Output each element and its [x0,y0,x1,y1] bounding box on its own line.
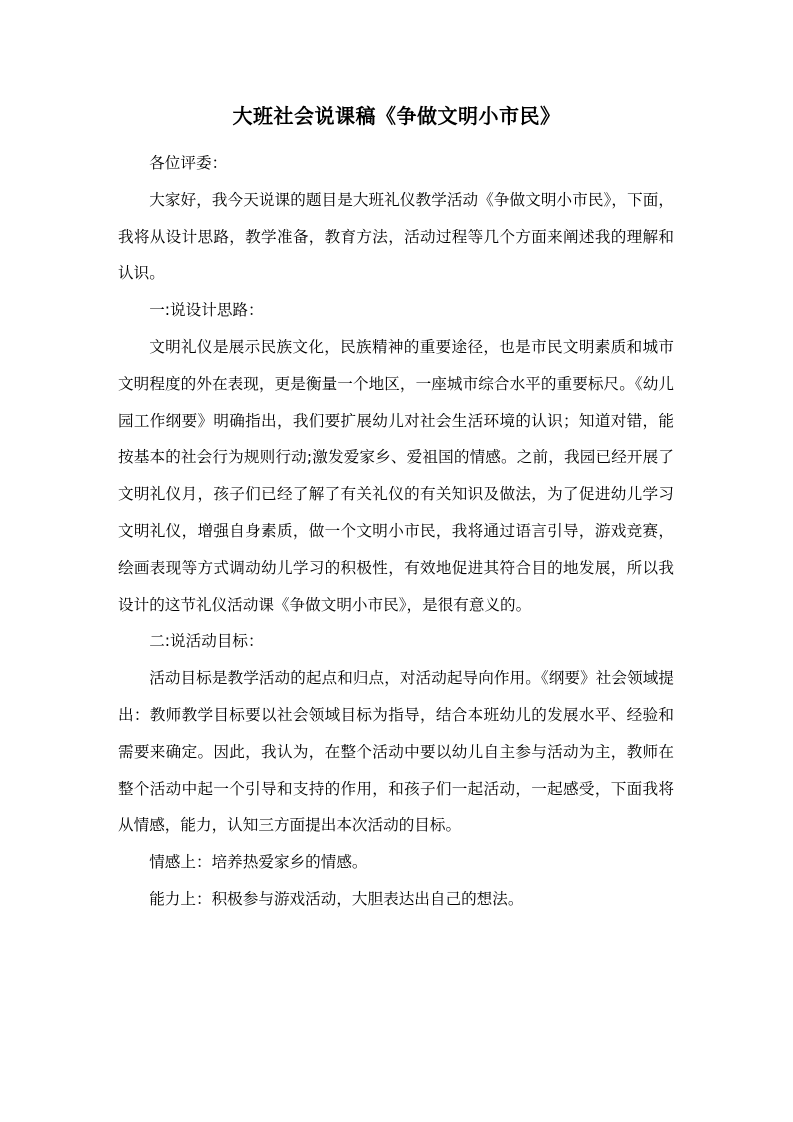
paragraph-goal-ability: 能力上：积极参与游戏活动，大胆表达出自己的想法。 [149,889,524,908]
document-body [118,145,674,918]
paragraph-intro: 大家好，我今天说课的题目是大班礼仪教学活动《争做文明小市民》，下面，我将从设计思路，教学准备，教育方法，活动过程等几个方面来阐述我的理解和认识。 [118,190,674,283]
document-title: 大班社会说课稿《争做文明小市民》 [232,104,561,128]
paragraph-design-ideas: 文明礼仪是展示民族文化，民族精神的重要途径，也是市民文明素质和城市文明程度的外在表现，更是衡量一个地区，一座城市综合水平的重要标尺。《幼儿园工作纲要》明确指出，我们要扩展幼儿对社会生活环境的认识；知道对错，能按基本的社会行为规则行动;激发爱家乡、爱祖国的情感。之前，我园已经开展了文明礼仪月，孩子们已经了解了有关礼仪的有关知识及做法，为了促进幼儿学习文明礼仪，增强自身素质，做一个文明小市民，我将通过语言引导，游戏竞赛，绘画表现等方式调动幼儿学习的积极性，有效地促进其符合目的地发展，所以我设计的这节礼仪活动课《争做文明小市民》，是很有意义的。 [118,337,674,614]
paragraph-goal-emotion: 情感上：培养热爱家乡的情感。 [149,853,368,872]
paragraph-greeting: 各位评委： [149,154,228,172]
heading-design-ideas: 一:说设计思路： [149,301,264,320]
heading-activity-goals: 二:说活动目标： [149,632,264,651]
paragraph-activity-goals: 活动目标是教学活动的起点和归点，对活动起导向作用。《纲要》社会领域提出：教师教学目标要以社会领域目标为指导，结合本班幼儿的发展水平、经验和需要来确定。因此，我认为，在整个活动中要以幼儿自主参与活动为主，教师在整个活动中起一个引导和支持的作用，和孩子们一起活动，一起感受，下面我将从情感，能力，认知三方面提出本次活动的目标。 [118,669,674,835]
